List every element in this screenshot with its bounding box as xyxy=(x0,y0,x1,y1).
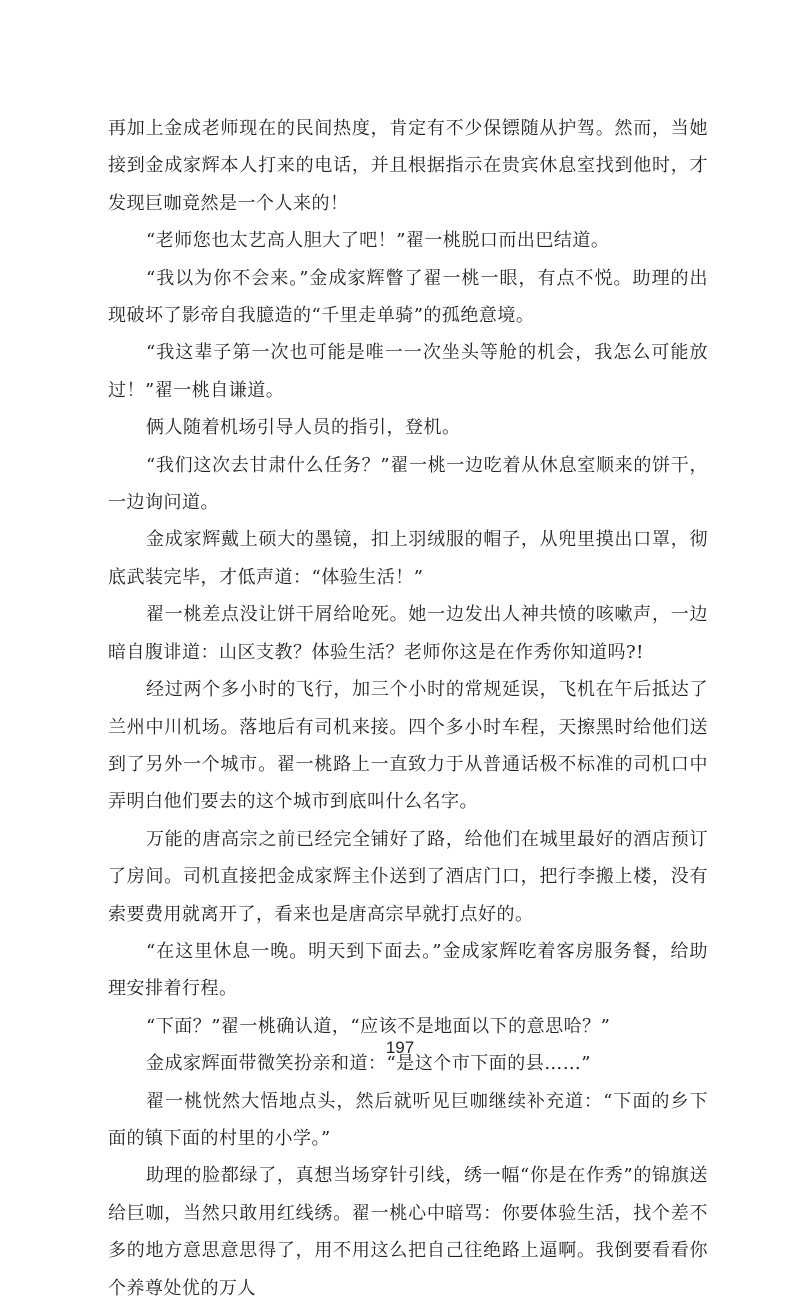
paragraph: “我们这次去甘肃什么任务？”翟一桃一边吃着从休息室顺来的饼干，一边询问道。 xyxy=(108,454,708,514)
paragraph: “我这辈子第一次也可能是唯一一次坐头等舱的机会，我怎么可能放过！”翟一桃自谦道。 xyxy=(108,342,708,401)
paragraph: “我以为你不会来。”金成家辉瞥了翟一桃一眼，有点不悦。助理的出现破坏了影帝自我臆造的“千里走单骑”的孤绝意境。 xyxy=(108,267,708,327)
paragraph: 金成家辉面带微笑扮亲和道：“是这个市下面的县……” xyxy=(146,1053,591,1075)
paragraph: “老师您也太艺高人胆大了吧！”翟一桃脱口而出巴结道。 xyxy=(146,230,610,252)
paragraph: 翟一桃差点没让饼干屑给呛死。她一边发出人神共愤的咳嗽声，一边暗自腹诽道：山区支教？体验生活？老师你这是在作秀你知道吗?! xyxy=(108,604,708,663)
page-number: 197 xyxy=(385,1038,415,1057)
paragraph: 助理的脸都绿了，真想当场穿针引线，绣一幅“你是在作秀”的锦旗送给巨咖，当然只敢用红线绣。翟一桃心中暗骂：你要体验生活，找个差不多的地方意思意思得了，用不用这么把自己往绝路上逼啊。我倒要看看你个养尊处优的万人 xyxy=(108,1165,708,1299)
paragraph: 金成家辉戴上硕大的墨镜，扣上羽绒服的帽子，从兜里摸出口罩，彻底武装完毕，才低声道：“体验生活！” xyxy=(108,529,708,588)
body-text xyxy=(108,110,708,1307)
paragraph-continuation: 再加上金成老师现在的民间热度，肯定有不少保镖随从护驾。然而，当她接到金成家辉本人打来的电话，并且根据指示在贵宾休息室找到他时，才发现巨咖竟然是一个人来的！ xyxy=(108,118,708,214)
paragraph: “在这里休息一晚。明天到下面去。”金成家辉吃着客房服务餐，给助理安排着行程。 xyxy=(108,940,708,1000)
paragraph: 俩人随着机场引导人员的指引，登机。 xyxy=(146,417,461,439)
paragraph: 万能的唐高宗之前已经完全铺好了路，给他们在城里最好的酒店预订了房间。司机直接把金成家辉主仆送到了酒店门口，把行李搬上楼，没有索要费用就离开了，看来也是唐高宗早就打点好的。 xyxy=(108,828,708,925)
paragraph: 经过两个多小时的飞行，加三个小时的常规延误，飞机在午后抵达了兰州中川机场。落地后有司机来接。四个多小时车程，天擦黑时给他们送到了另外一个城市。翟一桃路上一直致力于从普通话极不标准的司机口中弄明白他们要去的这个城市到底叫什么名字。 xyxy=(108,679,708,813)
paragraph: “下面？”翟一桃确认道，“应该不是地面以下的意思哈？” xyxy=(146,1015,611,1037)
paragraph: 翟一桃恍然大悟地点头，然后就听见巨咖继续补充道：“下面的乡下面的镇下面的村里的小学。” xyxy=(108,1090,708,1149)
